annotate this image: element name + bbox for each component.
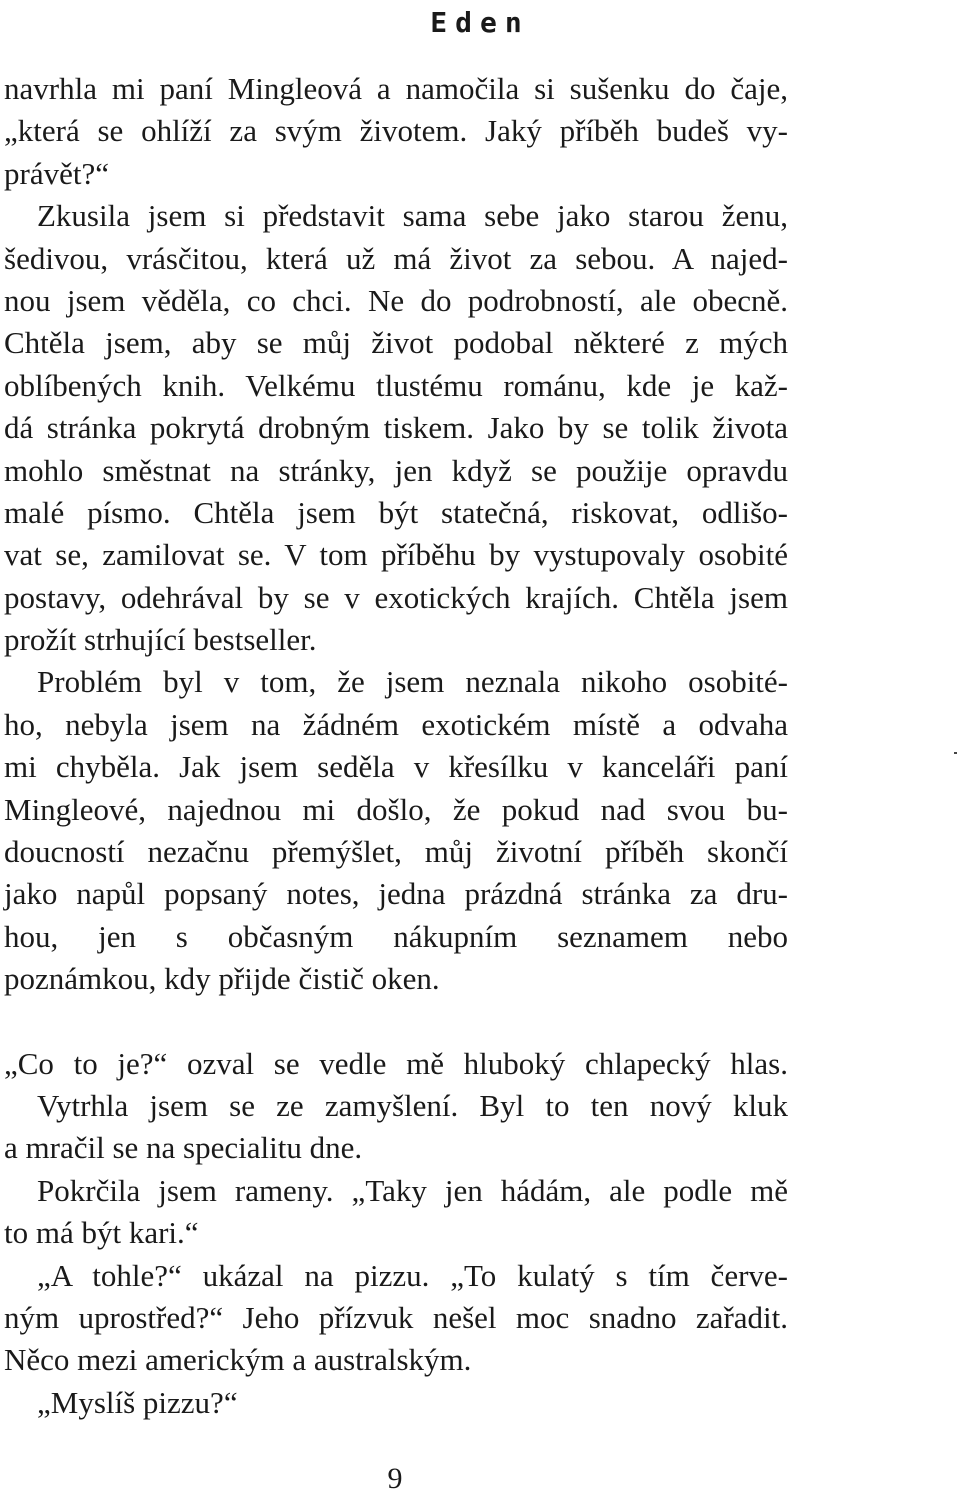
text-line: Něco mezi americkým a australským. xyxy=(4,1342,472,1378)
text-line: vat se, zamilovat se. V tom příběhu by vystupovaly osobité xyxy=(4,537,788,573)
text-line: šedivou, vrásčitou, která už má život za sebou. A najed- xyxy=(4,240,788,276)
text-line: „Co to je?“ ozval se vedle mě hluboký chlapecký hlas. xyxy=(4,1045,788,1081)
text-line: Zkusila jsem si představit sama sebe jako starou ženu, xyxy=(37,198,788,234)
text-line: ným uprostřed?“ Jeho přízvuk nešel moc snadno zařadit. xyxy=(4,1299,788,1335)
text-line: nou jsem věděla, co chci. Ne do podrobností, ale obecně. xyxy=(4,282,788,318)
text-line: mi chyběla. Jak jsem seděla v křesílku v kanceláři paní xyxy=(4,749,788,785)
text-line: „A tohle?“ ukázal na pizzu. „To kulatý s tím červe- xyxy=(37,1257,788,1293)
stray-mark xyxy=(954,752,957,754)
text-line: navrhla mi paní Mingleová a namočila si sušenku do čaje, xyxy=(4,71,788,106)
text-line: „Myslíš pizzu?“ xyxy=(37,1384,238,1420)
text-line: oblíbených knih. Velkému tlustému románu, kde je kaž- xyxy=(4,367,788,403)
text-line: dá stránka pokrytá drobným tiskem. Jako by se tolik života xyxy=(4,410,788,446)
text-line: hou, jen s občasným nákupním seznamem nebo xyxy=(4,918,788,954)
text-line: „která se ohlíží za svým životem. Jaký příběh budeš vy- xyxy=(4,113,788,149)
text-line: Chtěla jsem, aby se můj život podobal některé z mých xyxy=(4,325,788,361)
text-line: jako napůl popsaný notes, jedna prázdná stránka za dru- xyxy=(4,876,788,912)
text-line: malé písmo. Chtěla jsem být statečná, riskovat, odlišo- xyxy=(4,494,788,530)
text-line: Problém byl v tom, že jsem neznala nikoho osobité- xyxy=(37,664,788,700)
page-number: 9 xyxy=(387,1462,403,1495)
text-line: Mingleové, najednou mi došlo, že pokud nad svou bu- xyxy=(4,791,788,827)
text-line: prožít strhující bestseller. xyxy=(4,622,317,658)
text-line: Pokrčila jsem rameny. „Taky jen hádám, ale podle mě xyxy=(37,1172,788,1208)
text-line: mohlo směstnat na stránky, jen když se použije opravdu xyxy=(4,452,788,488)
text-line: postavy, odehrával by se v exotických krajích. Chtěla jsem xyxy=(4,579,788,615)
text-line: poznámkou, kdy přijde čistič oken. xyxy=(4,961,440,997)
text-line: doucností nezačnu přemýšlet, můj životní příběh skončí xyxy=(4,834,788,870)
text-line: Vytrhla jsem se ze zamyšlení. Byl to ten nový kluk xyxy=(37,1087,788,1123)
text-line: ho, nebyla jsem na žádném exotickém místě a odvaha xyxy=(4,706,788,742)
text-line: to má být kari.“ xyxy=(4,1215,199,1251)
running-head: Eden xyxy=(430,6,530,39)
body-text xyxy=(4,68,788,1424)
text-line: a mračil se na specialitu dne. xyxy=(4,1130,363,1166)
text-line: právět?“ xyxy=(4,155,109,191)
